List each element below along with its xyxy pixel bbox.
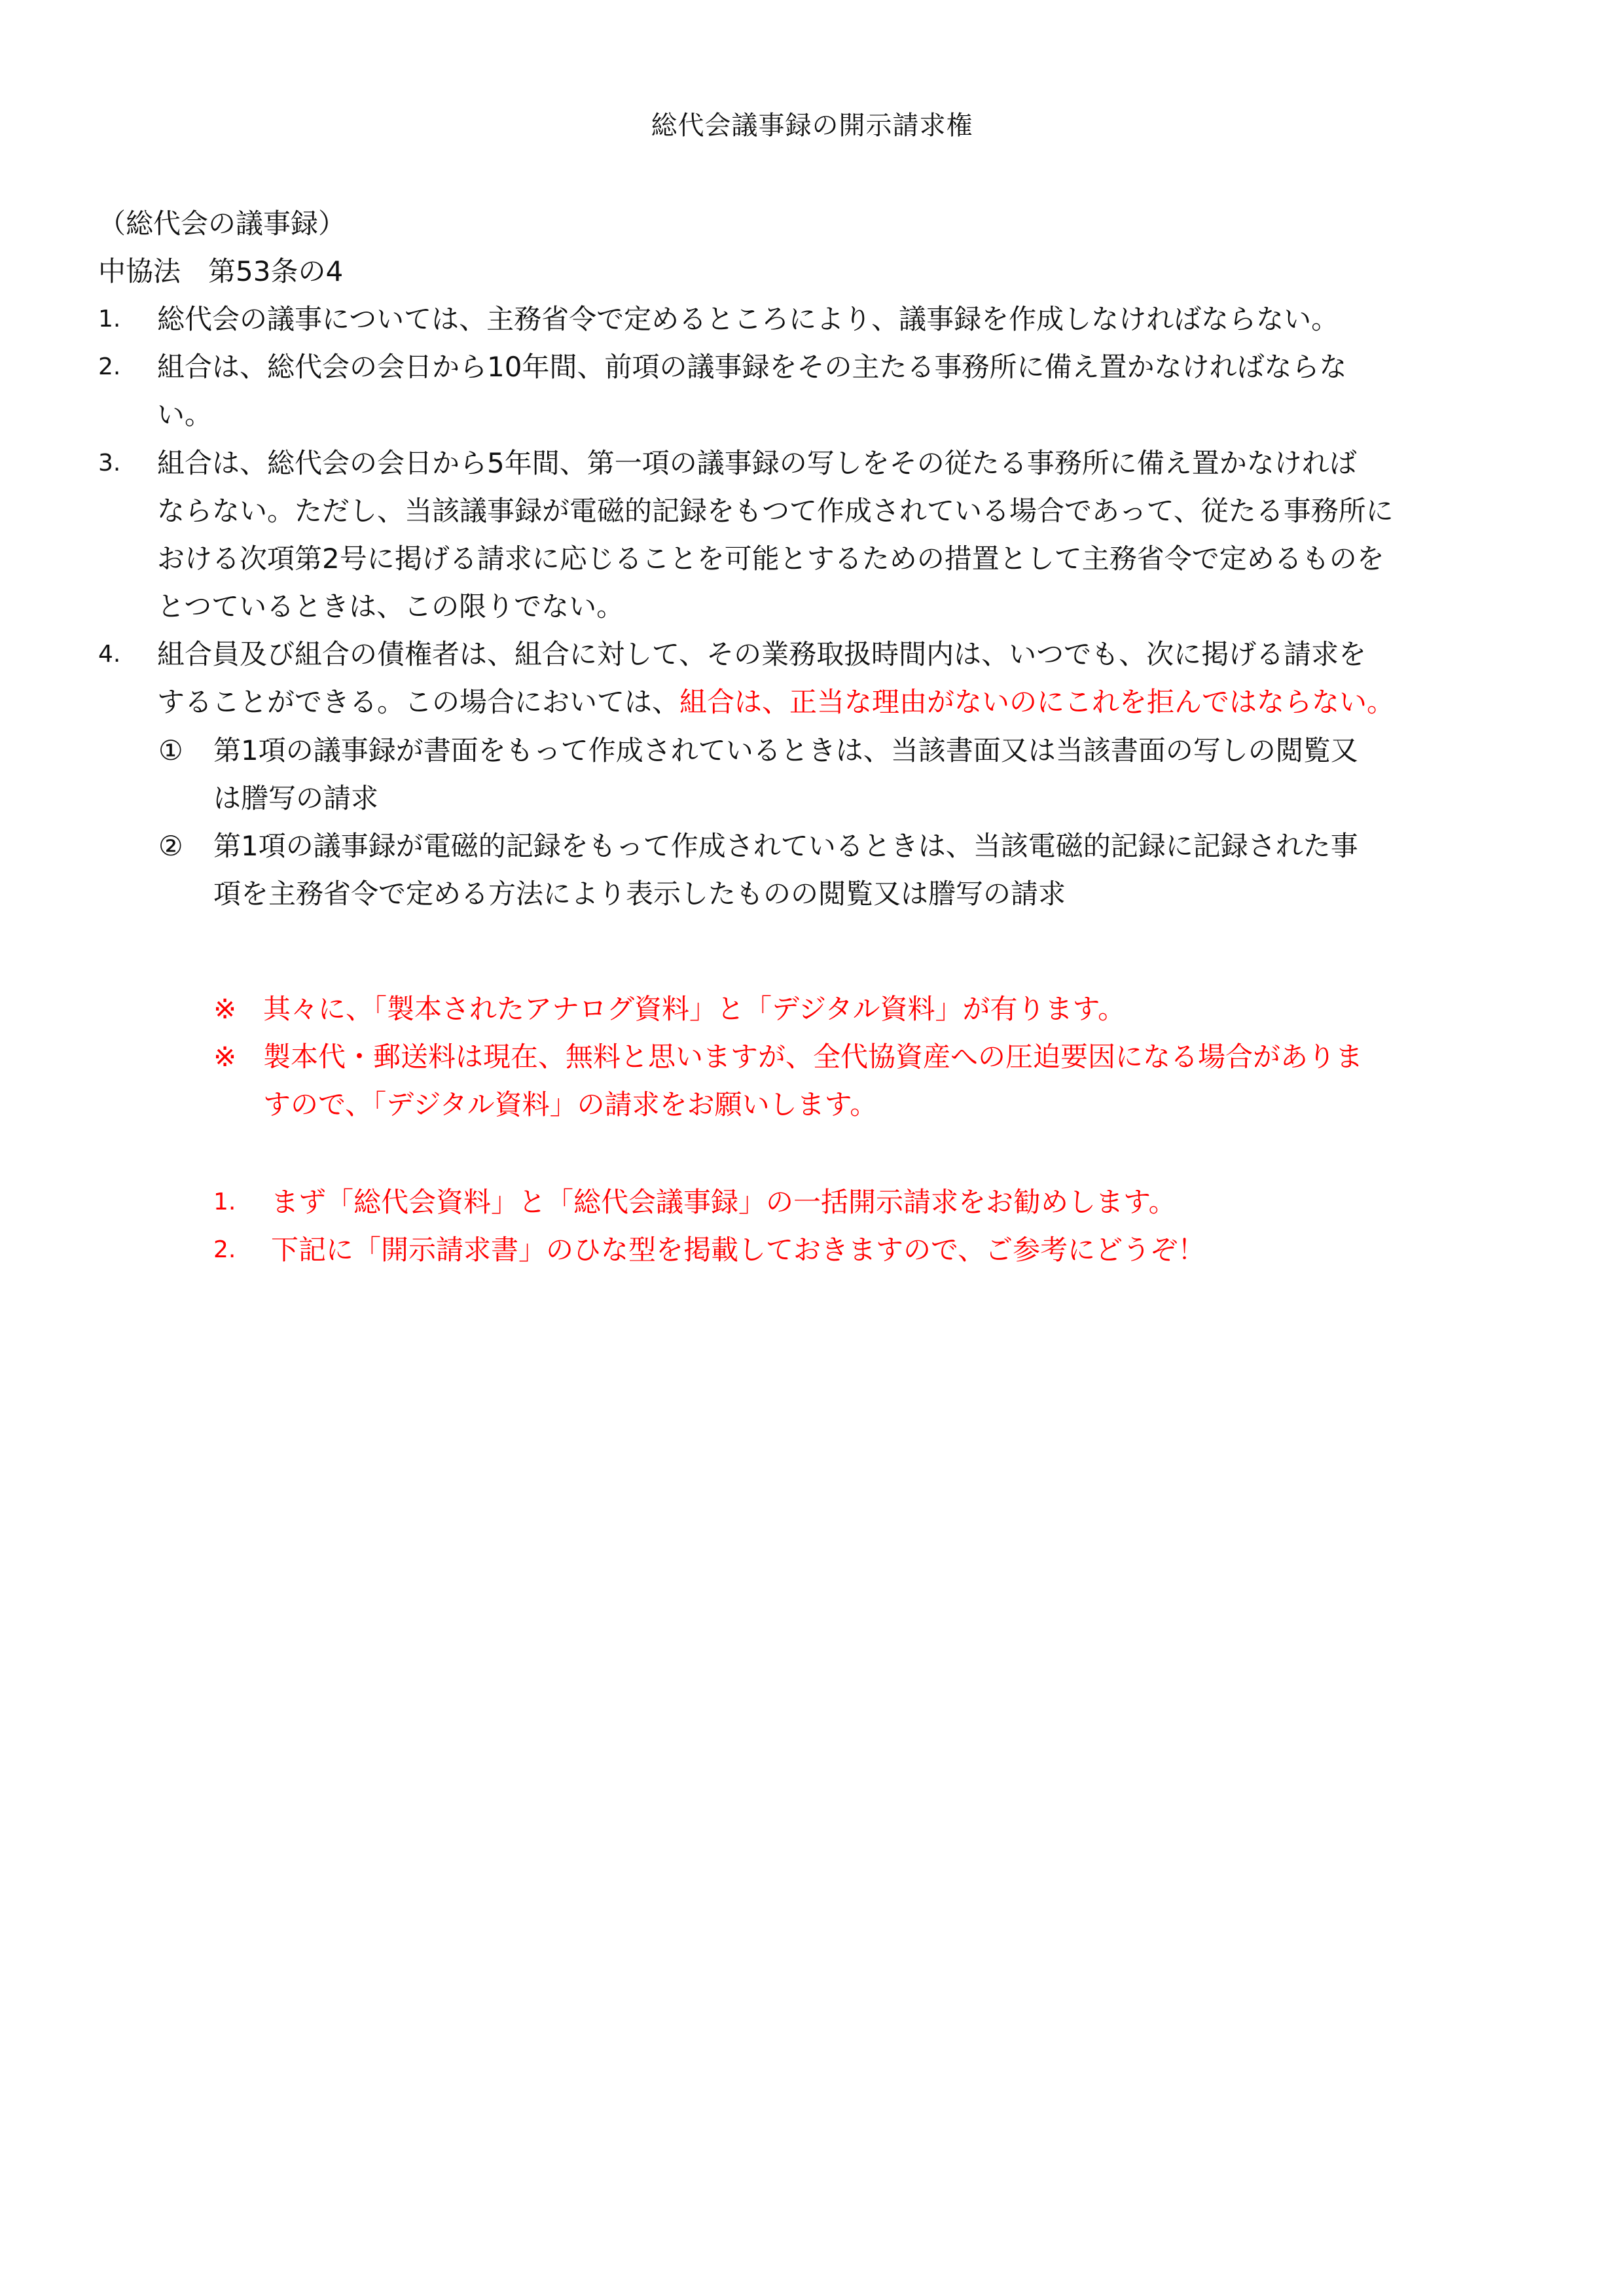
item-text-line: ならない。ただし、当該議事録が電磁的記録をもつて作成されている場合であって、従たる事務所に (157, 495, 1394, 527)
item-text-line: 総代会の議事については、主務省令で定めるところにより、議事録を作成しなければならない。 (157, 303, 1339, 335)
item-text-line: 組合は、総代会の会日から10年間、前項の議事録をその主たる事務所に備え置かなければならな (157, 351, 1347, 383)
note-text-line: すので、「デジタル資料」の請求をお願いします。 (263, 1088, 878, 1121)
item-text-line: とつているときは、この限りでない。 (157, 590, 624, 622)
note-text-line: 其々に、「製本されたアナログ資料」と「デジタル資料」が有ります。 (263, 993, 1126, 1025)
item-number: 2. (98, 353, 121, 380)
item-text-line: い。 (157, 399, 213, 431)
item-text-line: おける次項第2号に掲げる請求に応じることを可能とするための措置として主務省令で定めるものを (157, 543, 1384, 575)
item-number: 3. (98, 450, 121, 476)
item-text-normal: することができる。この場合においては、 (157, 686, 680, 718)
note-text-line: 製本代・郵送料は現在、無料と思いますが、全代協資産への圧迫要因になる場合がありま (263, 1041, 1363, 1073)
item-number: 1. (98, 306, 121, 332)
law-reference: 中協法 第53条の4 (98, 255, 344, 287)
sub-item-text-line: 第1項の議事録が書面をもって作成されているときは、当該書面又は当該書面の写しの閲覧又 (213, 734, 1358, 766)
sub-item-marker: ② (158, 830, 183, 862)
note-marker: ※ (213, 993, 237, 1025)
sub-item-text-line: 第1項の議事録が電磁的記録をもって作成されているときは、当該電磁的記録に記録された事 (213, 830, 1358, 862)
document-title: 総代会議事録の開示請求権 (651, 111, 973, 141)
sub-item-text-line: 項を主務省令で定める方法により表示したものの閲覧又は謄写の請求 (213, 878, 1066, 910)
item-text-line (157, 683, 1394, 722)
recommendation-text: 下記に「開示請求書」のひな型を掲載しておきますので、ご参考にどうぞ！ (271, 1234, 1206, 1266)
sub-item-marker: ① (158, 734, 183, 766)
note-marker: ※ (213, 1041, 237, 1073)
item-text-emphasis: 組合は、正当な理由がないのにこれを拒んではならない。 (679, 686, 1395, 718)
sub-item-text-line: は謄写の請求 (213, 782, 379, 814)
item-text-line: 組合員及び組合の債権者は、組合に対して、その業務取扱時間内は、いつでも、次に掲げる請求を (157, 638, 1367, 670)
item-text-line: 組合は、総代会の会日から5年間、第一項の議事録の写しをその従たる事務所に備え置かなければ (157, 447, 1357, 479)
recommendation-text: まず「総代会資料」と「総代会議事録」の一括開示請求をお勧めします。 (271, 1186, 1176, 1218)
recommendation-number: 2. (213, 1236, 236, 1263)
item-number: 4. (98, 641, 121, 668)
recommendation-number: 1. (213, 1189, 236, 1215)
section-heading: （総代会の議事録） (98, 207, 346, 240)
